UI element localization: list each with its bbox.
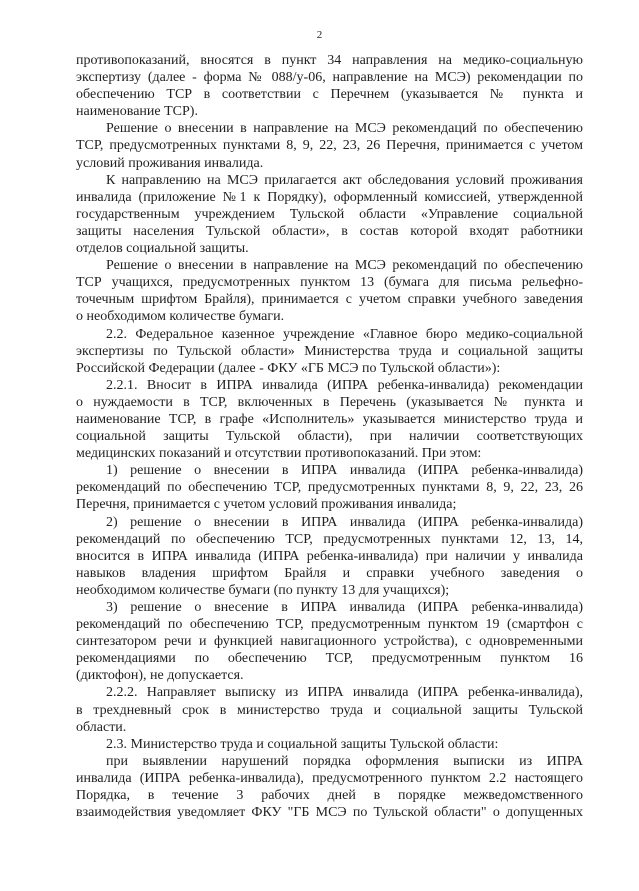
- text-line: о нуждаемости в ТСР, включенных в Перечень (указывается № пункта и: [76, 394, 583, 410]
- text-line: Решение о внесении в направление на МСЭ рекомендаций по обеспечению: [106, 258, 583, 274]
- text-line: при выявлении нарушений порядка оформления выписки из ИПРА: [106, 753, 583, 769]
- text-line: рекомендациями по обеспечению ТСР, предусмотренным пунктом 16: [76, 651, 583, 667]
- text-line: необходимом количестве бумаги (по пункту 13 для учащихся);: [76, 582, 450, 598]
- text-line: противопоказаний, вносятся в пункт 34 направления на медико-социальную: [76, 53, 583, 68]
- paragraph: [76, 326, 583, 377]
- text-line: Перечня, принимается с учетом условий проживания инвалида;: [76, 497, 457, 513]
- text-line: 2.2.2. Направляет выписку из ИПРА инвалида (ИПРА ребенка-инвалида),: [106, 685, 583, 701]
- text-line: (диктофон), не допускается.: [76, 668, 244, 684]
- text-line: ТСР, предусмотренных пунктами 8, 9, 22, 23, 26 Перечня, принимается с учетом: [76, 138, 583, 154]
- paragraph: [76, 736, 583, 753]
- paragraph: [76, 120, 583, 171]
- text-line: государственным учреждением Тульской области «Управление социальной: [76, 206, 583, 222]
- text-line: условий проживания инвалида.: [76, 155, 264, 171]
- text-line: ТСР учащихся, предусмотренных пунктом 13 (бумага для письма рельефно-: [76, 275, 583, 291]
- text-line: Российской Федерации (далее - ФКУ «ГБ МСЭ по Тульской области»):: [76, 360, 501, 376]
- text-line: 1) решение о внесении в ИПРА инвалида (ИПРА ребенка-инвалида): [106, 463, 583, 479]
- text-line: взаимодействия уведомляет ФКУ "ГБ МСЭ по Тульской области" о допущенных: [76, 805, 583, 821]
- text-line: К направлению на МСЭ прилагается акт обследования условий проживания: [106, 172, 583, 188]
- text-line: медицинских показаний и отсутствии противопоказаний. При этом:: [76, 446, 482, 462]
- text-line: отделов социальной защиты.: [76, 241, 249, 257]
- text-line: в трехдневный срок в министерство труда и социальной защиты Тульской: [76, 702, 583, 718]
- text-line: Решение о внесении в направление на МСЭ рекомендаций по обеспечению: [106, 121, 583, 137]
- text-line: 2.2.1. Вносит в ИПРА инвалида (ИПРА ребенка-инвалида) рекомендации: [106, 377, 583, 393]
- text-line: социальной защиты Тульской области), при наличии соответствующих: [76, 429, 583, 445]
- text-line: инвалида (ИПРА ребенка-инвалида), предусмотренного пунктом 2.2 настоящего: [76, 770, 583, 786]
- paragraph: [76, 172, 583, 257]
- paragraph: [76, 684, 583, 735]
- paragraph: [76, 377, 583, 462]
- text-line: вносится в ИПРА инвалида (ИПРА ребенка-инвалида) при наличии у инвалида: [76, 548, 583, 564]
- paragraph: [76, 462, 583, 513]
- paragraph: [76, 514, 583, 599]
- text-line: экспертизы по Тульской области» Министерства труда и социальной защиты: [76, 343, 583, 359]
- text-line: 3) решение о внесение в ИПРА инвалида (ИПРА ребенка-инвалида): [106, 600, 583, 615]
- text-line: рекомендаций по обеспечению ТСР, предусмотренных пунктами 8, 9, 22, 23, 26: [76, 480, 583, 496]
- text-line: наименование ТСР).: [76, 104, 198, 120]
- text-line: 2.3. Министерство труда и социальной защиты Тульской области:: [106, 736, 499, 752]
- text-line: 2.2. Федеральное казенное учреждение «Главное бюро медико-социальной: [106, 326, 583, 342]
- text-line: 2) решение о внесении в ИПРА инвалида (ИПРА ребенка-инвалида): [106, 514, 583, 530]
- text-line: экспертизу (далее - форма № 088/у-06, направление на МСЭ) рекомендации по: [76, 70, 583, 86]
- text-line: инвалида (приложение №1 к Порядку), оформленный комиссией, утвержденной: [76, 189, 583, 205]
- text-line: Порядка, в течение 3 рабочих дней в порядке межведомственного: [76, 788, 583, 804]
- text-line: рекомендаций по обеспечению ТСР, предусмотренных пунктами 12, 13, 14,: [76, 531, 583, 547]
- text-line: навыков владения шрифтом Брайля и справки учебного заведения о: [76, 565, 583, 581]
- text-line: области.: [76, 719, 127, 735]
- text-line: наименование ТСР, в графе «Исполнитель» указывается министерство труда и: [76, 411, 583, 427]
- text-line: точечным шрифтом Брайля), принимается с учетом справки учебного заведения: [76, 292, 583, 308]
- text-line: о необходимом количестве бумаги.: [76, 309, 285, 325]
- paragraph: [76, 599, 583, 684]
- paragraph: [76, 257, 583, 325]
- text-line: рекомендаций по обеспечению ТСР, предусмотренным пунктом 19 (смартфон с: [76, 617, 583, 633]
- document-body: [76, 52, 583, 821]
- page-number: 2: [316, 29, 323, 41]
- paragraph: [76, 753, 583, 821]
- paragraph: [76, 52, 583, 120]
- text-line: обеспечению ТСР в соответствии с Перечнем (указывается № пункта и: [76, 87, 583, 103]
- text-line: защиты населения Тульской области», в состав которой входят работники: [76, 223, 583, 239]
- text-line: синтезатором речи и функцией навигационного устройства), с одновременными: [76, 634, 583, 650]
